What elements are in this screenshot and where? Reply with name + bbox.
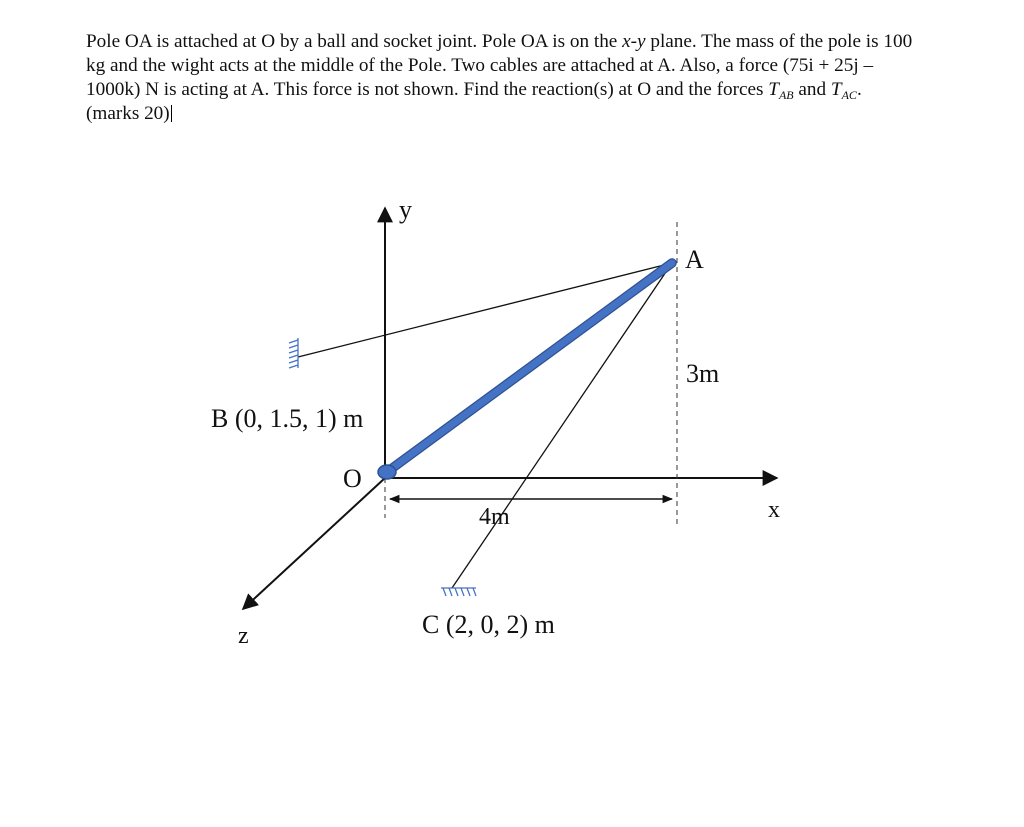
t-ac-symbol: T [830,79,842,100]
problem-text-3: . (marks 20) [86,79,862,124]
t-ab-subscript: AB [778,88,794,102]
t-ac-subscript: AC [841,88,857,102]
support-b [289,338,298,368]
point-c-label: C (2, 0, 2) m [422,610,555,639]
t-ab-symbol: T [768,79,779,100]
z-axis-label: z [238,623,249,649]
point-a-label: A [685,245,704,274]
ball-socket-joint [378,465,396,479]
problem-text-1: Pole OA is attached at O by a ball and socket joint. Pole OA is on the [86,31,623,52]
height-dimension-label: 3m [686,359,720,388]
cable-ac [452,263,672,588]
pole-oa [387,263,672,472]
and-word: and [793,79,831,100]
support-c [441,588,476,596]
problem-text-2: plane. The mass of the pole is 100 kg and the wight acts at the middle of the Pole. Two cables are attached at A. Also, a force (75i + 25j – 1000k) N is acting at A. This force is not shown. Find the reaction(s) at O and the forces [86,31,913,100]
x-axis-label: x [768,497,780,523]
plane-name: x-y [622,31,646,52]
point-b-label: B (0, 1.5, 1) m [211,404,364,433]
length-dimension-label: 4m [479,504,510,530]
y-axis-label: y [399,195,412,224]
z-axis [243,478,385,609]
point-o-label: O [343,464,362,493]
